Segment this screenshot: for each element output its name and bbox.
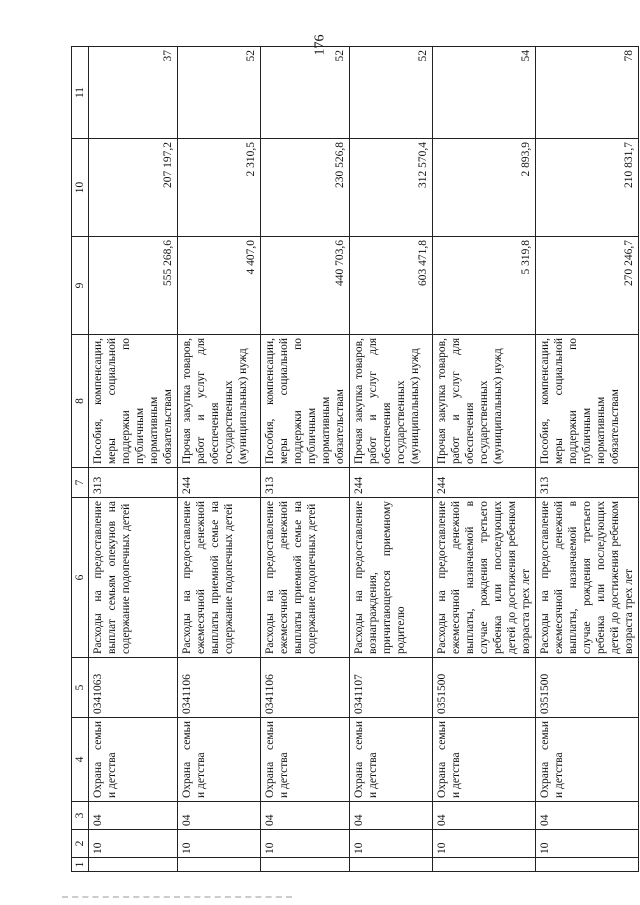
rotated-budget-table-container [71, 47, 635, 872]
col-header-8: 8 [72, 335, 89, 468]
cell-amount-actual: 312 570,4 [350, 139, 433, 237]
cell-section: 10 [261, 830, 350, 858]
cell-amount-actual: 230 526,8 [261, 139, 350, 237]
cell-target-code: 0341063 [89, 658, 178, 718]
cell-amount-actual: 207 197,2 [89, 139, 178, 237]
cell-expense-name: Прочая закупка товаров, работ и услуг для обеспечения государственных (муниципальных) нужд [178, 335, 261, 468]
cell-empty [433, 858, 536, 872]
cell-amount-plan: 440 703,6 [261, 237, 350, 335]
cell-expense-type: 313 [89, 468, 178, 498]
cell-amount-plan: 555 268,6 [89, 237, 178, 335]
cell-target-code: 0341106 [178, 658, 261, 718]
col-header-9: 9 [72, 237, 89, 335]
table-row [350, 47, 433, 872]
cell-amount-plan: 603 471,8 [350, 237, 433, 335]
cell-section-name: Охрана семьи и детства [261, 718, 350, 802]
col-header-3: 3 [72, 802, 89, 830]
scan-artifact-line [62, 896, 292, 901]
cell-expense-type: 313 [536, 468, 639, 498]
cell-target-code: 0341106 [261, 658, 350, 718]
cell-empty [178, 858, 261, 872]
table-row [261, 47, 350, 872]
cell-section: 10 [433, 830, 536, 858]
cell-target-name: Расходы на предоставление ежемесячной денежной выплаты, назначаемой в случае рождения третьего ребенка или последующих детей до достижения ребенком возраста трех лет [433, 498, 536, 658]
table-row [178, 47, 261, 872]
cell-subsection: 04 [178, 802, 261, 830]
cell-percent: 54 [433, 47, 536, 139]
cell-section-name: Охрана семьи и детства [433, 718, 536, 802]
col-header-7: 7 [72, 468, 89, 498]
cell-section: 10 [536, 830, 639, 858]
cell-target-name: Расходы на предоставление ежемесячной денежной выплаты приемной семье на содержание подопечных детей [178, 498, 261, 658]
cell-percent: 78 [536, 47, 639, 139]
cell-section: 10 [178, 830, 261, 858]
cell-empty [261, 858, 350, 872]
cell-section: 10 [89, 830, 178, 858]
cell-section-name: Охрана семьи и детства [89, 718, 178, 802]
cell-target-code: 0341107 [350, 658, 433, 718]
page-number-text: 176 [312, 34, 327, 56]
cell-amount-actual: 2 310,5 [178, 139, 261, 237]
cell-expense-name: Прочая закупка товаров, работ и услуг для обеспечения государственных (муниципальных) нужд [433, 335, 536, 468]
cell-subsection: 04 [89, 802, 178, 830]
cell-target-name: Расходы на предоставление ежемесячной денежной выплаты, назначаемой в случае рождения третьего ребенка или последующих детей до достижения ребенком возраста трех лет [536, 498, 639, 658]
cell-expense-name: Пособия, компенсации, меры социальной поддержки по публичным нормативным обязательствам [536, 335, 639, 468]
header-row [72, 47, 89, 872]
cell-amount-actual: 210 831,7 [536, 139, 639, 237]
cell-empty [89, 858, 178, 872]
cell-amount-actual: 2 893,9 [433, 139, 536, 237]
cell-empty [350, 858, 433, 872]
cell-percent: 52 [178, 47, 261, 139]
col-header-10: 10 [72, 139, 89, 237]
col-header-2: 2 [72, 830, 89, 858]
table-row [89, 47, 178, 872]
cell-empty [536, 858, 639, 872]
cell-subsection: 04 [350, 802, 433, 830]
cell-section-name: Охрана семьи и детства [350, 718, 433, 802]
cell-target-name: Расходы на предоставление выплат семьям опекунов на содержание подопечных детей [89, 498, 178, 658]
col-header-6: 6 [72, 498, 89, 658]
cell-expense-type: 244 [350, 468, 433, 498]
cell-subsection: 04 [433, 802, 536, 830]
cell-percent: 52 [350, 47, 433, 139]
table-row [536, 47, 639, 872]
cell-amount-plan: 5 319,8 [433, 237, 536, 335]
cell-section-name: Охрана семьи и детства [536, 718, 639, 802]
table-row [433, 47, 536, 872]
cell-section-name: Охрана семьи и детства [178, 718, 261, 802]
cell-expense-type: 244 [433, 468, 536, 498]
col-header-11: 11 [72, 47, 89, 139]
col-header-4: 4 [72, 718, 89, 802]
cell-target-code: 0351500 [433, 658, 536, 718]
cell-expense-name: Пособия, компенсации, меры социальной поддержки по публичным нормативным обязательствам [261, 335, 350, 468]
cell-percent: 37 [89, 47, 178, 139]
cell-subsection: 04 [261, 802, 350, 830]
cell-target-name: Расходы на предоставление вознаграждения, причитающегося приемному родителю [350, 498, 433, 658]
cell-percent: 52 [261, 47, 350, 139]
col-header-1: 1 [72, 858, 89, 872]
cell-target-name: Расходы на предоставление ежемесячной денежной выплаты приемной семье на содержание подопечных детей [261, 498, 350, 658]
cell-expense-type: 244 [178, 468, 261, 498]
cell-target-code: 0351500 [536, 658, 639, 718]
cell-amount-plan: 270 246,7 [536, 237, 639, 335]
cell-amount-plan: 4 407,0 [178, 237, 261, 335]
cell-expense-name: Прочая закупка товаров, работ и услуг для обеспечения государственных (муниципальных) нужд [350, 335, 433, 468]
cell-expense-type: 313 [261, 468, 350, 498]
cell-subsection: 04 [536, 802, 639, 830]
cell-section: 10 [350, 830, 433, 858]
col-header-5: 5 [72, 658, 89, 718]
budget-table [71, 46, 639, 872]
cell-expense-name: Пособия, компенсации, меры социальной поддержки по публичным нормативным обязательствам [89, 335, 178, 468]
